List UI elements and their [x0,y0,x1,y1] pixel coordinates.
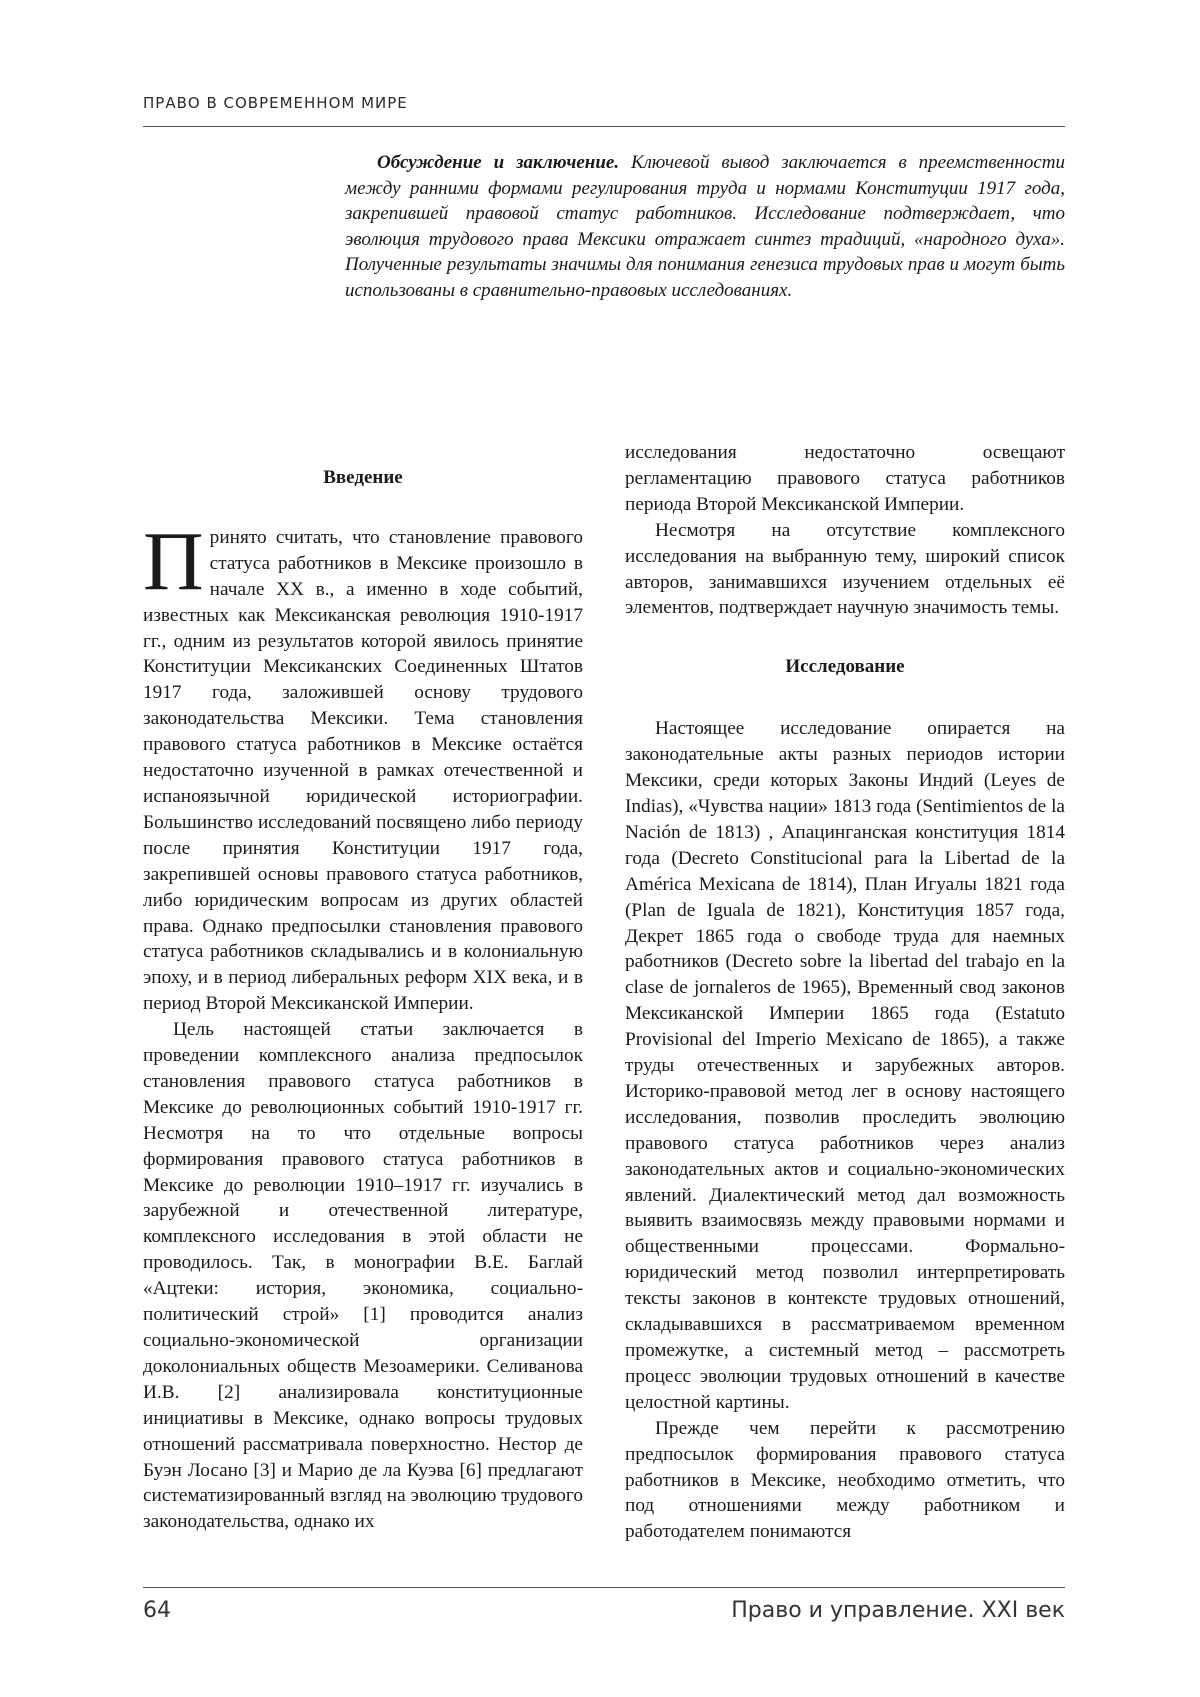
abstract-paragraph [345,150,1065,304]
abstract-text: Ключевой вывод заключается в преемственности между ранними формами регулирования труда и нормами Конституции 1917 года, закрепившей правовой статус работников. Исследование подтверждает, что эволюция трудового права Мексики отражает синтез традиций, «народного духа». Полученные результаты значимы для понимания генезиса трудовых прав и могут быть использованы в сравнительно-правовых исследованиях. [345,152,1066,301]
left-column [143,437,583,1535]
footer-rule [143,1587,1065,1588]
intro-paragraph-2: Цель настоящей статьи заключается в проведении комплексного анализа предпосылок становления правового статуса работников в Мексике до революционных событий 1910-1917 гг. Несмотря на то что отдельные вопросы формирования правового статуса работников в Мексике до революции 1910–1917 гг. изучались в зарубежной и отечественной литературе, комплексного исследования в этой области не проводилось. Так, в монографии В.Е. Баглай «Ацтеки: история, экономика, социально-политический строй» [1] проводится анализ социально-экономической организации доколониальных обществ Мезоамерики. Селиванова И.В. [2] анализировала конституционные инициативы в Мексике, однако вопросы трудовых отношений рассматривала поверхностно. Нестор де Буэн Лосано [3] и Марио де ла Куэва [6] предлагают систематизированный взгляд на эволюцию трудового законодательства, однако их [143,1019,583,1533]
intro-heading: Введение [323,467,403,488]
journal-title: Право и управление. XXI век [731,1598,1065,1623]
research-paragraph: Настоящее исследование опирается на законодательные акты разных периодов истории Мексики, среди которых Законы Индий (Leyes de Indias), «Чувства нации» 1813 года (Sentimientos de la Nación de 1813) , Апацинганская конституция 1814 года (Decreto Constitucional para la Libertad de la América Mexicana de 1814), План Игуалы 1821 года (Plan de Iguala de 1821), Конституция 1857 года, Декрет 1865 года о свободе труда для наемных работников (Decreto sobre la libertad del trabajo en la clase de jornaleros de 1965), Временный свод законов Мексиканской Империи 1865 года (Estatuto Provisional del Imperio Mexicano de 1865), а также труды отечественных и зарубежных авторов. Историко-правовой метод лег в основу настоящего исследования, позволив проследить эволюцию правового статуса работников через анализ законодательных актов и социально-экономических явлений. Диалектический метод дал возможность выявить взаимосвязь между правовыми нормами и общественными процессами. Формально-юридический метод позволил интерпретировать тексты законов в контексте трудовых отношений, складывавшихся в рассматриваемом временном промежутке, а системный метод – рассмотреть процесс эволюции трудовых отношений в качестве целостной картины. [625,718,1065,1413]
continued-paragraph: исследования недостаточно освещают регламентацию правового статуса работников периода Второй Мексиканской Империи. [625,442,1065,515]
intro-paragraph-1 [143,514,583,1017]
significance-paragraph: Несмотря на отсутствие комплексного исследования на выбранную тему, широкий список авторов, занимавшихся изучением отдельных её элементов, подтверждает научную значимость темы. [625,519,1065,619]
drop-cap: П [143,514,204,608]
right-column [625,440,1065,1545]
closing-paragraph: Прежде чем перейти к рассмотрению предпосылок формирования правового статуса работников в Мексике, необходимо отметить, что под отношениями между работником и работодателем понимаются [625,1417,1065,1543]
page-number: 64 [143,1598,171,1623]
abstract-label: Обсуждение и заключение. [377,152,620,173]
research-heading: Исследование [785,656,905,678]
running-title: ПРАВО В СОВРЕМЕННОМ МИРЕ [143,94,408,112]
header-rule [143,126,1065,127]
intro-paragraph-1-text: ринято считать, что становление правового статуса работников в Мексике произошло в начале XX в., а именно в ходе событий, известных как Мексиканская революция 1910-1917 гг., одним из результатов которой явилось принятие Конституции Мексиканских Соединенных Штатов 1917 года, заложившей основу трудового законодательства Мексики. Тема становления правового статуса работников в Мексике остаётся недостаточно изученной в рамках отечественной и испаноязычной юридической историографии. Большинство исследований посвящено либо периоду после принятия Конституции 1917 года, закрепившей основы правового статуса работников, либо юридическим вопросам из других областей права. Однако предпосылки становления правового статуса работников складывались и в колониальную эпоху, и в период либеральных реформ XIX века, и в период Второй Мексиканской Империи. [143,526,583,1015]
